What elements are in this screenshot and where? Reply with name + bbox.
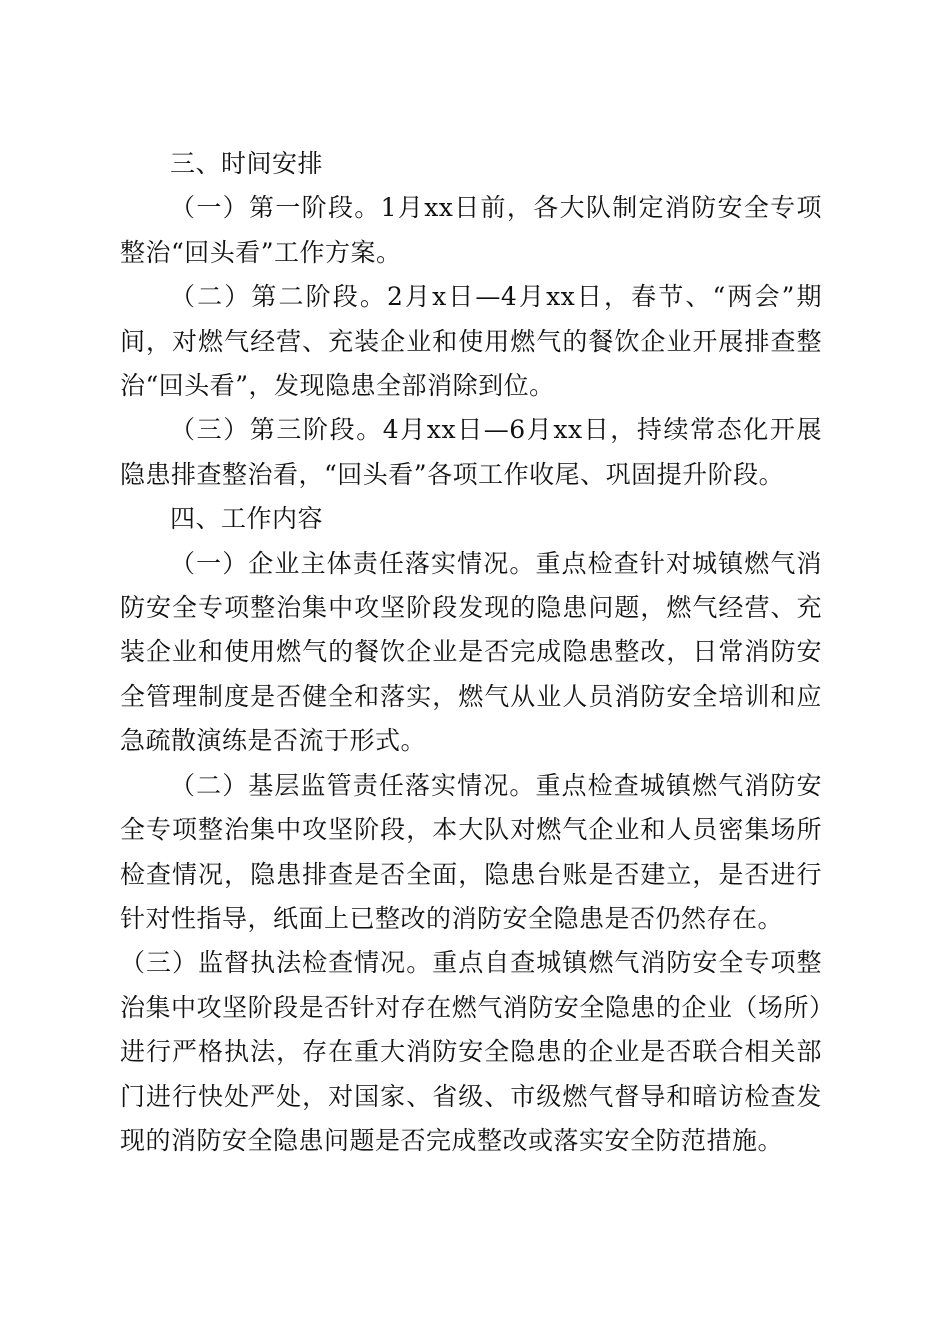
stage-3-title: （三）第三阶段。 (170, 415, 383, 445)
work-item-3-title: （三）监督执法检查情况。 (120, 948, 433, 978)
work-item-2 (120, 764, 822, 942)
work-item-2-text: 重点检查城镇燃气消防安全专项整治集中攻坚阶段，本大队对燃气企业和人员密集场所检查情况，隐患排查是否全面，隐患台账是否建立，是否进行针对性指导，纸面上已整改的消防安全隐患是否仍然存在。 (120, 770, 822, 933)
stage-1-title: （一）第一阶段。 (170, 193, 381, 223)
work-item-1-title: （一）企业主体责任落实情况。 (170, 548, 536, 578)
stage-1-text: 1月xx日前，各大队制定消防安全专项整治“回头看”工作方案。 (120, 193, 822, 267)
work-item-3 (120, 941, 822, 1163)
stage-2-text: 2月x日—4月xx日，春节、“两会”期间，对燃气经营、充装企业和使用燃气的餐饮企业开展排查整治“回头看”，发现隐患全部消除到位。 (120, 282, 822, 401)
document-body (120, 142, 822, 1163)
work-item-1-text: 重点检查针对城镇燃气消防安全专项整治集中攻坚阶段发现的隐患问题，燃气经营、充装企业和使用燃气的餐饮企业是否完成隐患整改，日常消防安全管理制度是否健全和落实，燃气从业人员消防安全培训和应急疏散演练是否流于形式。 (120, 548, 822, 756)
work-item-1 (120, 542, 822, 764)
work-item-2-title: （二）基层监管责任落实情况。 (170, 770, 536, 800)
work-item-3-text: 重点自查城镇燃气消防安全专项整治集中攻坚阶段是否针对存在燃气消防安全隐患的企业（场所）进行严格执法，存在重大消防安全隐患的企业是否联合相关部门进行快处严处，对国家、省级、市级燃气督导和暗访检查发现的消防安全隐患问题是否完成整改或落实安全防范措施。 (120, 948, 822, 1155)
stage-2-title: （二）第二阶段。 (170, 282, 387, 312)
section-heading-schedule: 三、时间安排 (170, 149, 324, 178)
stage-3-text: 4月xx日—6月xx日，持续常态化开展隐患排查整治看，“回头看”各项工作收尾、巩固提升阶段。 (120, 415, 822, 489)
schedule-stage-2 (120, 275, 822, 408)
section-heading-work-content: 四、工作内容 (170, 504, 324, 534)
schedule-stage-1 (120, 186, 822, 275)
schedule-stage-3 (120, 408, 822, 497)
